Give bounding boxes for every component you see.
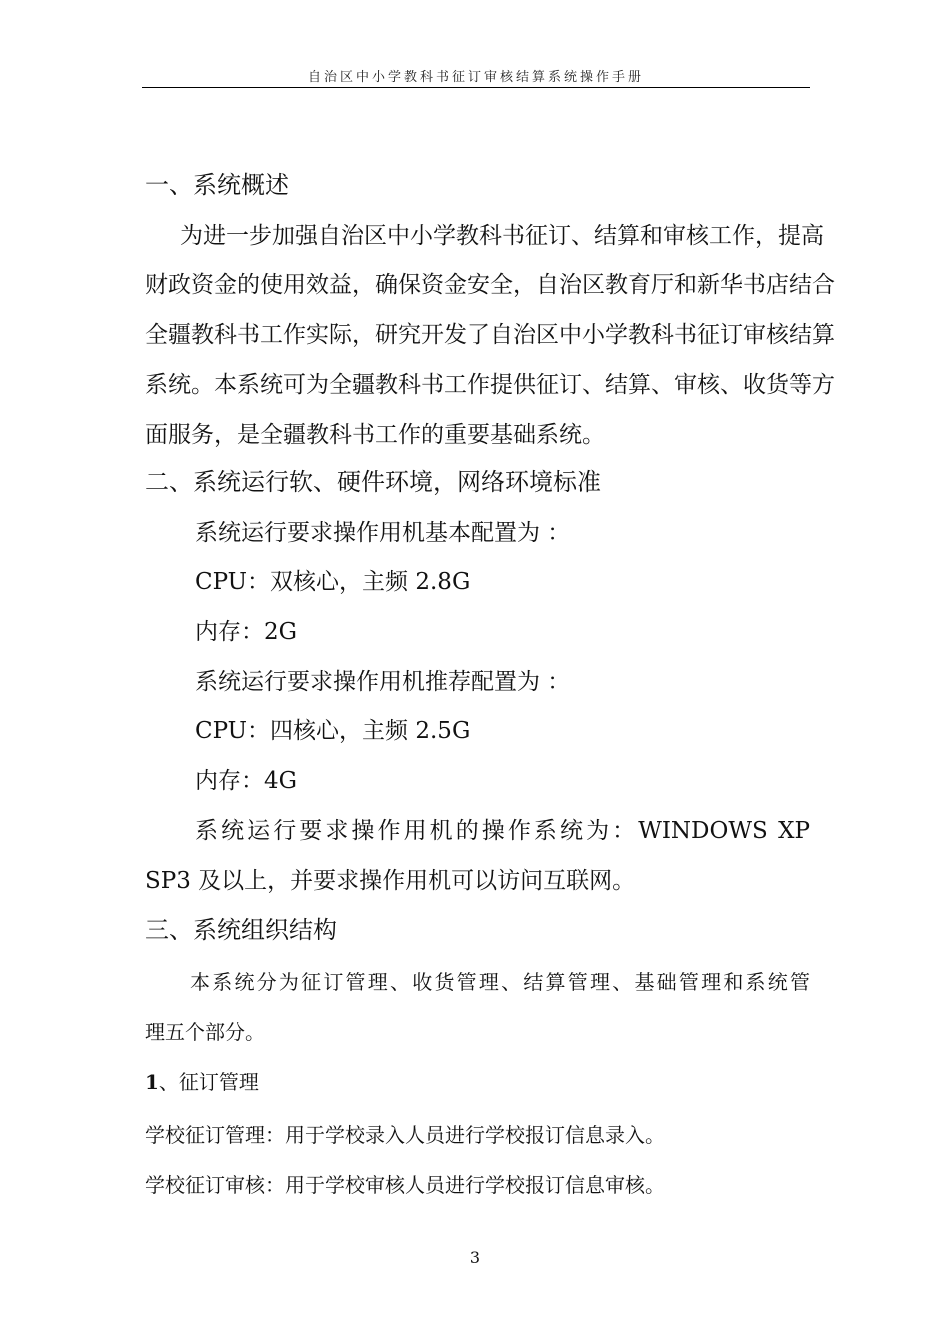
subsection-number: 1 bbox=[145, 1070, 159, 1094]
basic-cpu: CPU：双核心，主频 2.8G bbox=[195, 569, 471, 595]
recommended-config-title: 系统运行要求操作用机推荐配置为 ： bbox=[195, 669, 571, 695]
section-1-paragraph-line: 全疆教科书工作实际，研究开发了自治区中小学教科书征订审核结算 bbox=[145, 322, 835, 348]
section-1-heading: 一、系统概述 bbox=[145, 171, 289, 199]
section-3-paragraph-line: 本系统分为征订管理、收货管理、结算管理、基础管理和系统管 bbox=[190, 970, 810, 994]
list-item: 学校征订管理：用于学校录入人员进行学校报订信息录入。 bbox=[145, 1123, 665, 1147]
header-rule bbox=[142, 87, 810, 88]
section-3-heading: 三、系统组织结构 bbox=[145, 916, 337, 944]
section-2-heading: 二、系统运行软、硬件环境，网络环境标准 bbox=[145, 468, 601, 496]
recommended-cpu: CPU：四核心，主频 2.5G bbox=[195, 718, 471, 744]
section-3-paragraph-line: 理五个部分。 bbox=[145, 1020, 265, 1044]
section-1-paragraph-line: 为进一步加强自治区中小学教科书征订、结算和审核工作，提高 bbox=[180, 223, 824, 249]
subsection-title: 、征订管理 bbox=[158, 1070, 259, 1094]
recommended-memory: 内存：4G bbox=[195, 768, 298, 794]
basic-memory: 内存：2G bbox=[195, 619, 298, 645]
section-1-paragraph-line: 财政资金的使用效益，确保资金安全，自治区教育厅和新华书店结合 bbox=[145, 272, 835, 298]
section-1-paragraph-line: 面服务，是全疆教科书工作的重要基础系统。 bbox=[145, 422, 605, 448]
page-number: 3 bbox=[469, 1248, 481, 1267]
page-header-title: 自治区中小学教科书征订审核结算系统操作手册 bbox=[307, 70, 644, 85]
list-item: 学校征订审核：用于学校审核人员进行学校报订信息审核。 bbox=[145, 1173, 665, 1197]
os-requirement-line: 系统运行要求操作用机的操作系统为：WINDOWS XP bbox=[195, 818, 810, 844]
os-requirement-line: SP3 及以上，并要求操作用机可以访问互联网。 bbox=[145, 868, 636, 894]
section-1-paragraph-line: 系统。本系统可为全疆教科书工作提供征订、结算、审核、收货等方 bbox=[145, 372, 835, 398]
basic-config-title: 系统运行要求操作用机基本配置为 ： bbox=[195, 520, 571, 546]
subsection-1-heading bbox=[145, 1067, 810, 1097]
